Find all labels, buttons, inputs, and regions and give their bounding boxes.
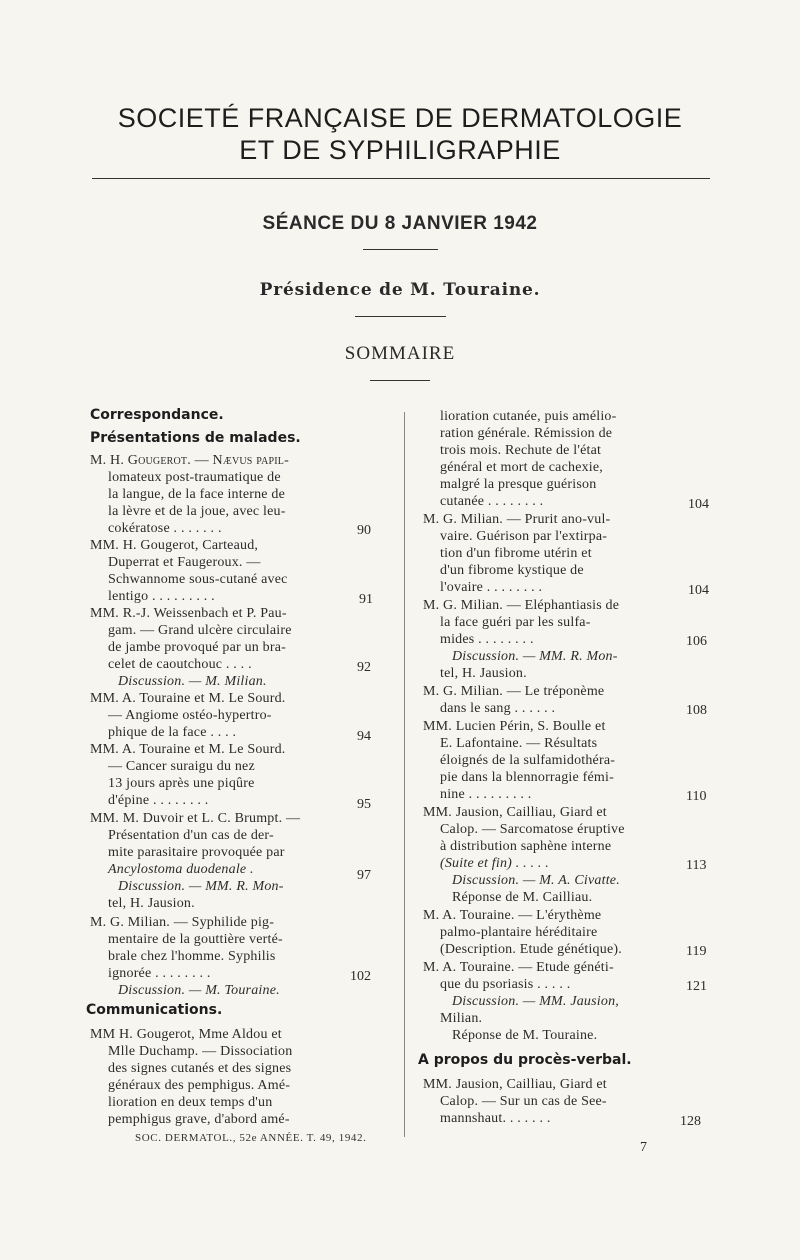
entry-line: M. A. Touraine. — L'érythème [423,908,602,923]
entry-line: dans le sang . . . . . . [440,701,556,716]
discussion-line: Discussion. — MM. R. Mon- [118,879,284,894]
entry-line: Calop. — Sarcomatose éruptive [440,822,625,837]
entry-line: la lèvre et de la joue, avec leu- [108,504,286,519]
reponse-line: Réponse de M. Touraine. [452,1028,598,1043]
discussion-line: Milian. [440,1011,483,1026]
entry-line: ignorée . . . . . . . . [108,966,211,981]
page-ref: 128 [680,1114,701,1129]
heading-correspondance: Correspondance. [90,407,224,423]
page-ref: 108 [686,703,707,718]
entry-line: d'épine . . . . . . . . [108,793,209,808]
entry-line: palmo-plantaire héréditaire [440,925,598,940]
entry-line: Duperrat et Faugeroux. — [108,555,261,570]
column-divider [404,412,405,1137]
entry-line: mides . . . . . . . . [440,632,534,647]
entry-line: mentaire de la gouttière verté- [108,932,283,947]
entry-line: MM. M. Duvoir et L. C. Brumpt. — [90,811,301,826]
entry-line: gam. — Grand ulcère circulaire [108,623,292,638]
entry-line: à distribution saphène interne [440,839,612,854]
entry-line: — Cancer suraigu du nez [108,759,255,774]
page-ref: 97 [357,868,371,883]
page-ref: 94 [357,729,371,744]
entry-line: MM. A. Touraine et M. Le Sourd. [90,691,286,706]
page-ref: 90 [357,523,371,538]
entry-line: (Suite et fin) . . . . . [440,856,550,871]
page-ref: 119 [686,944,707,959]
page-ref: 102 [350,969,371,984]
page-ref: 113 [686,858,707,873]
entry-line: Présentation d'un cas de der- [108,828,274,843]
page-ref: 104 [688,583,709,598]
entry-line: MM. H. Gougerot, Carteaud, [90,538,259,553]
discussion-line: Discussion. — MM. Jausion, [452,994,619,1009]
entry-line: lioration en deux temps d'un [108,1095,273,1110]
entry-line: (Description. Etude génétique). [440,942,622,957]
entry-line: brale chez l'homme. Syphilis [108,949,276,964]
journal-citation: SOC. DERMATOL., 52e ANNÉE. T. 49, 1942. [135,1132,367,1144]
discussion-line: tel, H. Jausion. [108,896,195,911]
heading-proces-verbal: A propos du procès-verbal. [418,1052,632,1068]
entry-line: nine . . . . . . . . . [440,787,532,802]
society-title-line2: ET DE SYPHILIGRAPHIE [239,135,561,165]
page-ref: 104 [688,497,709,512]
reponse-line: Réponse de M. Cailliau. [452,890,593,905]
seance-date: SÉANCE DU 8 JANVIER 1942 [262,213,538,234]
page-ref: 110 [686,789,707,804]
entry-line: lioration cutanée, puis amélio- [440,409,617,424]
entry-line: pie dans la blennorragie fémi- [440,770,614,785]
entry-line: MM. A. Touraine et M. Le Sourd. [90,742,286,757]
entry-line: général et mort de cachexie, [440,460,604,475]
entry-line: cutanée . . . . . . . . [440,494,544,509]
entry-line: lentigo . . . . . . . . . [108,589,215,604]
entry-line: M. G. Milian. — Prurit ano-vul- [423,512,611,527]
heading-presentations: Présentations de malades. [90,430,301,446]
entry-line: MM H. Gougerot, Mme Aldou et [90,1027,282,1042]
entry-line: — Angiome ostéo-hypertro- [108,708,272,723]
entry-line: de jambe provoqué par un bra- [108,640,287,655]
page-ref: 92 [357,660,371,675]
entry-line: M. H. Gougerot. — Nævus papil- [90,453,289,468]
society-title-line1: SOCIETÉ FRANÇAISE DE DERMATOLOGIE [117,103,683,133]
entry-line: celet de caoutchouc . . . . [108,657,252,672]
entry-line: pemphigus grave, d'abord amé- [108,1112,290,1127]
entry-line: la face guéri par les sulfa- [440,615,591,630]
discussion-line: tel, H. Jausion. [440,666,527,681]
entry-line: vaire. Guérison par l'extirpa- [440,529,608,544]
entry-line: Mlle Duchamp. — Dissociation [108,1044,293,1059]
page-ref: 95 [357,797,371,812]
short-rule-2 [355,316,446,317]
discussion-line: Discussion. — M. Touraine. [118,983,280,998]
entry-line: M. G. Milian. — Le tréponème [423,684,605,699]
discussion-line: Discussion. — M. Milian. [118,674,267,689]
presidence-line: Présidence de M. Touraine. [259,280,541,300]
entry-line: M. G. Milian. — Eléphantiasis de [423,598,620,613]
entry-line: éloignés de la sulfamidothéra- [440,753,616,768]
heading-communications: Communications. [86,1002,223,1018]
page-ref: 121 [686,979,707,994]
header-rule [92,178,710,179]
entry-line: MM. R.-J. Weissenbach et P. Pau- [90,606,287,621]
entry-line: que du psoriasis . . . . . [440,977,571,992]
page-ref: 91 [359,592,373,607]
entry-line: 13 jours après une piqûre [108,776,255,791]
discussion-line: Discussion. — M. A. Civatte. [452,873,620,888]
entry-line: des signes cutanés et des signes [108,1061,292,1076]
entry-line: tion d'un fibrome utérin et [440,546,592,561]
entry-line: d'un fibrome kystique de [440,563,584,578]
entry-line: ration générale. Rémission de [440,426,613,441]
entry-line: M. G. Milian. — Syphilide pig- [90,915,275,930]
entry-line: trois mois. Rechute de l'état [440,443,602,458]
entry-line: l'ovaire . . . . . . . . [440,580,543,595]
entry-line: MM. Jausion, Cailliau, Giard et [423,805,607,820]
page-ref: 106 [686,634,707,649]
page-number: 7 [640,1140,647,1155]
entry-line: la langue, de la face interne de [108,487,286,502]
sommaire-heading: SOMMAIRE [344,343,456,364]
entry-line: Schwannome sous-cutané avec [108,572,288,587]
entry-line: M. A. Touraine. — Etude généti- [423,960,614,975]
entry-line: cokératose . . . . . . . [108,521,222,536]
discussion-line: Discussion. — MM. R. Mon- [452,649,618,664]
entry-line: MM. Lucien Périn, S. Boulle et [423,719,606,734]
short-rule-1 [363,249,438,250]
short-rule-3 [370,380,430,381]
entry-line: lomateux post-traumatique de [108,470,281,485]
entry-line: Ancylostoma duodenale . [108,862,254,877]
entry-line: généraux des pemphigus. Amé- [108,1078,291,1093]
entry-line: MM. Jausion, Cailliau, Giard et [423,1077,607,1092]
entry-line: phique de la face . . . . [108,725,237,740]
entry-line: E. Lafontaine. — Résultats [440,736,598,751]
entry-line: mite parasitaire provoquée par [108,845,285,860]
entry-line: mannshaut. . . . . . . [440,1111,551,1126]
entry-line: malgré la presque guérison [440,477,597,492]
entry-line: Calop. — Sur un cas de See- [440,1094,607,1109]
